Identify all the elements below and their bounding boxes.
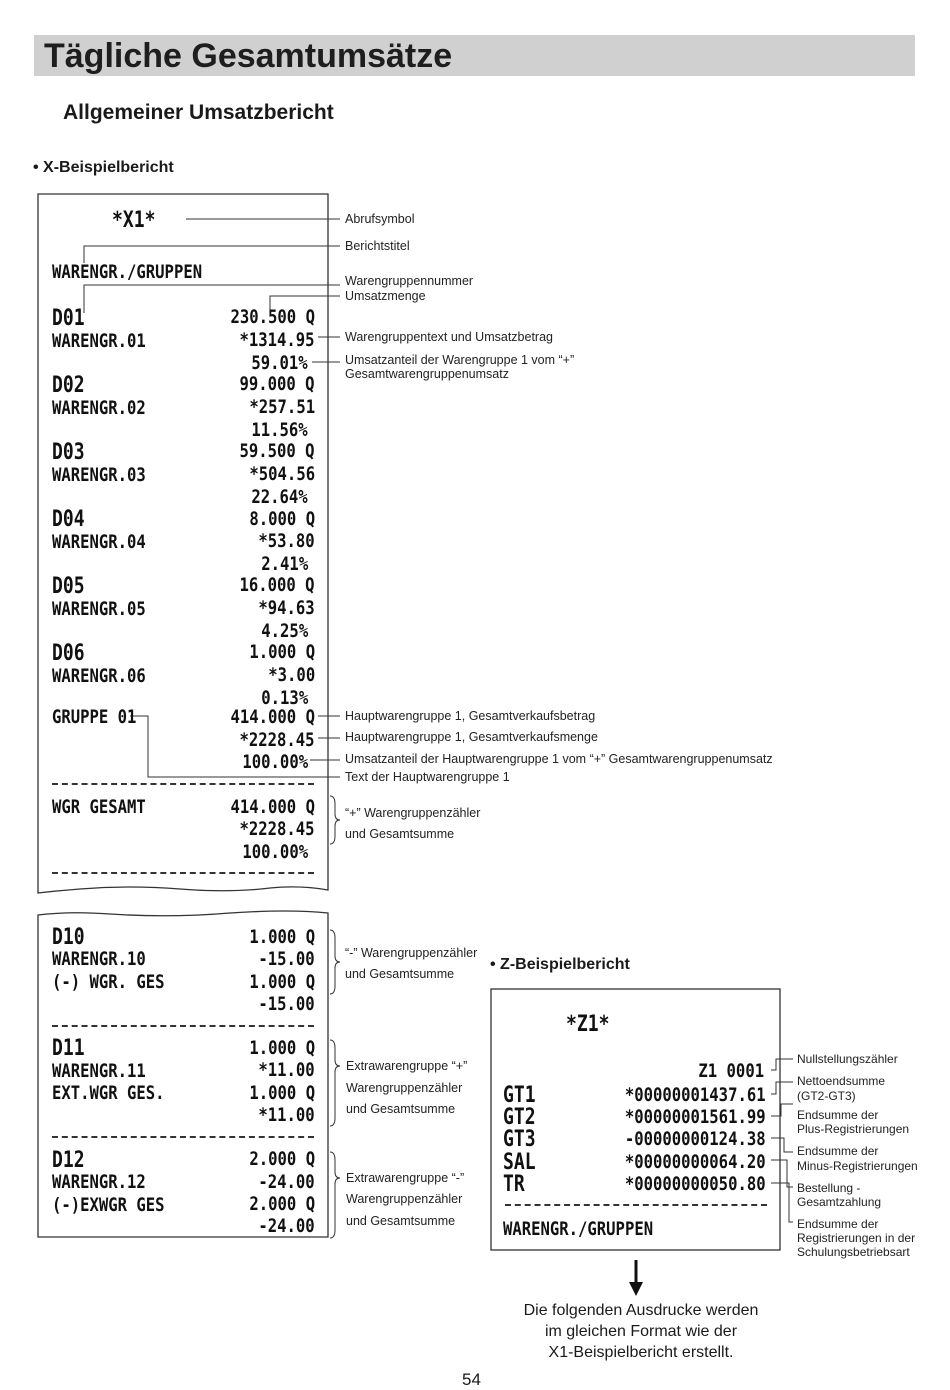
group-pct: 100.00%	[242, 751, 308, 773]
sum-qty: 1.000 Q	[249, 1082, 315, 1104]
z-row-label: TR	[503, 1172, 525, 1197]
dept-pct: 22.64%	[251, 486, 308, 508]
annotation-qty: Umsatzmenge	[345, 289, 426, 303]
z-row-label: GT2	[503, 1105, 536, 1130]
annotation-training-total: Endsumme der	[797, 1217, 879, 1231]
dept-pct: 4.25%	[261, 620, 308, 642]
dept-text: WARENGR.05	[52, 598, 146, 620]
dashed-separator	[52, 1136, 314, 1138]
total-label: WGR GESAMT	[52, 796, 146, 818]
annotation-minus-total: Endsumme der	[797, 1144, 879, 1158]
dept-text: WARENGR.04	[52, 531, 146, 553]
dept-text: WARENGR.10	[52, 948, 146, 970]
dashed-separator	[52, 872, 314, 874]
z-row-value: -00000000124.38	[625, 1128, 766, 1150]
dept-qty: 230.500 Q	[230, 306, 315, 328]
annotation-share: Gesamtwarengruppenumsatz	[345, 367, 509, 381]
annotation-symbol: Abrufsymbol	[345, 212, 415, 226]
annotation-extra-minus: Warengruppenzähler	[346, 1192, 463, 1206]
dept-amount: *94.63	[258, 597, 315, 619]
dept-pct: 59.01%	[251, 352, 308, 374]
z-row-label: GT1	[503, 1083, 536, 1108]
dept-amount: -24.00	[258, 1171, 315, 1193]
dept-amount: *1314.95	[239, 329, 315, 351]
dept-text: WARENGR.11	[52, 1060, 146, 1082]
total-amount: *2228.45	[239, 818, 315, 840]
dept-code: D06	[52, 641, 85, 666]
dept-qty: 1.000 Q	[249, 926, 315, 948]
annotation-extra-minus: und Gesamtsumme	[346, 1214, 456, 1228]
dept-code: D04	[52, 507, 85, 532]
z-row-value: *00000001437.61	[625, 1084, 766, 1106]
z-row-value: *00000001561.99	[625, 1106, 766, 1128]
annotation-share: Umsatzanteil der Warengruppe 1 vom “+”	[345, 353, 575, 367]
dept-text: WARENGR.03	[52, 464, 146, 486]
annotation-plus-counter: und Gesamtsumme	[345, 827, 455, 841]
sum-amount: -24.00	[258, 1215, 315, 1237]
z-report-title: WARENGR./GRUPPEN	[503, 1218, 654, 1240]
dept-amount: *257.51	[249, 396, 315, 418]
dept-text: WARENGR.01	[52, 330, 146, 352]
dept-code: D02	[52, 373, 85, 398]
dept-text: WARENGR.02	[52, 397, 146, 419]
annotation-net-total: Nettoendsumme	[797, 1074, 886, 1088]
sum-qty: 2.000 Q	[249, 1193, 315, 1215]
dept-qty: 16.000 Q	[239, 574, 315, 596]
dashed-separator	[52, 783, 314, 785]
annotation-plus-counter: “+” Warengruppenzähler	[345, 806, 481, 820]
dept-qty: 2.000 Q	[249, 1148, 315, 1170]
footer-note-line: X1-Beispielbericht erstellt.	[548, 1344, 734, 1361]
sum-label: (-)EXWGR GES	[52, 1194, 165, 1216]
z-row-value: *00000000050.80	[625, 1173, 766, 1195]
annotation-minus-total: Minus-Registrierungen	[797, 1159, 918, 1173]
dept-code: D05	[52, 574, 85, 599]
annotation-order-total: Gesamtzahlung	[797, 1195, 882, 1209]
x-report-symbol: *X1*	[112, 208, 156, 233]
page-number: 54	[462, 1370, 481, 1389]
page-title: Tägliche Gesamtumsätze	[44, 37, 453, 75]
z-row-value: *00000000064.20	[625, 1151, 766, 1173]
dept-amount: *504.56	[249, 463, 315, 485]
annotation-group-text: Text der Hauptwarengruppe 1	[345, 770, 510, 784]
sum-amount: *11.00	[258, 1104, 315, 1126]
dept-amount: -15.00	[258, 948, 315, 970]
total-pct: 100.00%	[242, 841, 308, 863]
annotation-minus-counter: und Gesamtsumme	[345, 967, 455, 981]
dept-amount: *11.00	[258, 1059, 315, 1081]
annotation-training-total: Schulungsbetriebsart	[797, 1245, 910, 1259]
footer-note	[490, 1300, 792, 1363]
x-report-section-label: • X-Beispielbericht	[33, 159, 174, 176]
group-qty: 414.000 Q	[230, 706, 315, 728]
dept-text: WARENGR.06	[52, 665, 146, 687]
dept-code: D01	[52, 306, 85, 331]
dept-qty: 1.000 Q	[249, 1037, 315, 1059]
annotation-minus-counter: “-” Warengruppenzähler	[345, 946, 478, 960]
dept-qty: 8.000 Q	[249, 508, 315, 530]
dashed-separator	[505, 1204, 767, 1206]
dept-code: D12	[52, 1148, 85, 1173]
z-report-section-label: • Z-Beispielbericht	[490, 956, 630, 973]
annotation-extra-plus: und Gesamtsumme	[346, 1102, 456, 1116]
dept-amount: *3.00	[268, 664, 315, 686]
annotation-extra-minus: Extrawarengruppe “-”	[346, 1171, 465, 1185]
dept-pct: 0.13%	[261, 687, 308, 709]
annotation-group-qty: Hauptwarengruppe 1, Gesamtverkaufsmenge	[345, 730, 598, 744]
annotation-reset-counter: Nullstellungszähler	[797, 1052, 898, 1066]
group-amount: *2228.45	[239, 729, 315, 751]
z-report-symbol: *Z1*	[566, 1012, 610, 1037]
page-subtitle: Allgemeiner Umsatzbericht	[63, 101, 334, 124]
dashed-separator	[52, 1025, 314, 1027]
annotation-title: Berichtstitel	[345, 239, 410, 253]
x-report-title: WARENGR./GRUPPEN	[52, 261, 203, 283]
annotation-extra-plus: Extrawarengruppe “+”	[346, 1059, 468, 1073]
annotation-plus-total: Plus-Registrierungen	[797, 1122, 910, 1136]
annotation-extra-plus: Warengruppenzähler	[346, 1081, 463, 1095]
dept-qty: 59.500 Q	[239, 440, 315, 462]
annotation-dept-number: Warengruppennummer	[345, 274, 474, 288]
annotation-group-share: Umsatzanteil der Hauptwarengruppe 1 vom “+” Gesamtwarengruppenumsatz	[345, 752, 773, 766]
sum-amount: -15.00	[258, 993, 315, 1015]
z-row-label: SAL	[503, 1150, 536, 1175]
sum-label: (-) WGR. GES	[52, 971, 165, 993]
sum-label: EXT.WGR GES.	[52, 1082, 165, 1104]
sum-qty: 1.000 Q	[249, 971, 315, 993]
group-label: GRUPPE 01	[52, 706, 137, 728]
dept-pct: 2.41%	[261, 553, 308, 575]
footer-note-line: im gleichen Format wie der	[544, 1323, 738, 1340]
annotation-plus-total: Endsumme der	[797, 1108, 879, 1122]
dept-text: WARENGR.12	[52, 1171, 146, 1193]
dept-pct: 11.56%	[251, 419, 308, 441]
annotation-net-total: (GT2-GT3)	[797, 1089, 856, 1103]
dept-code: D10	[52, 925, 85, 950]
z-reset-counter: Z1 0001	[698, 1060, 764, 1082]
dept-amount: *53.80	[258, 530, 315, 552]
annotation-training-total: Registrierungen in der	[797, 1231, 916, 1245]
annotation-text-amount: Warengruppentext und Umsatzbetrag	[345, 330, 553, 344]
annotation-order-total: Bestellung -	[797, 1181, 861, 1195]
dept-code: D03	[52, 440, 85, 465]
z-row-label: GT3	[503, 1127, 536, 1152]
dept-qty: 99.000 Q	[239, 373, 315, 395]
annotation-group-amount: Hauptwarengruppe 1, Gesamtverkaufsbetrag	[345, 709, 596, 723]
total-qty: 414.000 Q	[230, 796, 315, 818]
dept-qty: 1.000 Q	[249, 641, 315, 663]
footer-note-line: Die folgenden Ausdrucke werden	[523, 1302, 759, 1319]
dept-code: D11	[52, 1036, 85, 1061]
